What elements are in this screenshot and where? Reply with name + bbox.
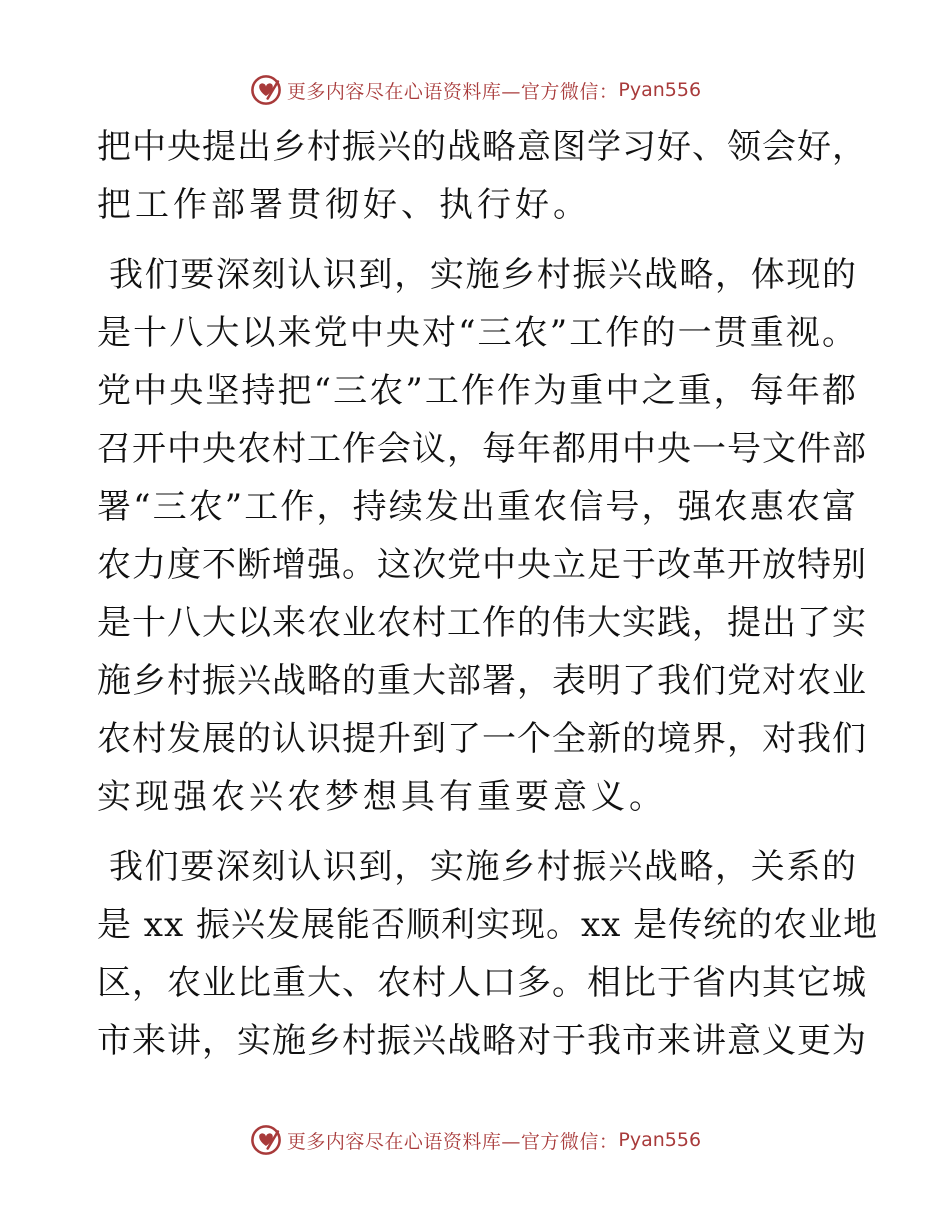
- text-line: 农村发展的认识提升到了一个全新的境界，对我们: [97, 719, 867, 759]
- watermark-wechat-id: Pyan556: [618, 1129, 702, 1151]
- paragraph-1: [97, 118, 867, 234]
- document-body: [97, 118, 879, 1082]
- text-line: 把工作部署贯彻好、执行好。: [97, 185, 591, 225]
- watermark-text: 更多内容尽在心语资料库—官方微信：: [286, 80, 619, 103]
- watermark-text: 更多内容尽在心语资料库—官方微信：: [286, 1130, 619, 1153]
- text-line: 把中央提出乡村振兴的战略意图学习好、领会好，: [97, 127, 867, 167]
- text-line: 我们要深刻认识到，实施乡村振兴战略，体现的: [109, 255, 857, 295]
- text-line: 党中央坚持把“三农”工作作为重中之重，每年都: [97, 371, 857, 411]
- paragraph-2: [97, 246, 867, 826]
- text-line: 是十八大以来党中央对“三农”工作的一贯重视。: [97, 313, 857, 353]
- paragraph-3: [97, 838, 879, 1070]
- watermark-wechat-id: Pyan556: [618, 79, 702, 101]
- text-line: 召开中央农村工作会议，每年都用中央一号文件部: [97, 429, 867, 469]
- text-line: 市来讲，实施乡村振兴战略对于我市来讲意义更为: [97, 1021, 867, 1061]
- text-line: 实现强农兴农梦想具有重要意义。: [97, 777, 667, 817]
- header-watermark: [0, 70, 950, 110]
- text-line: 是 xx 振兴发展能否顺利实现。xx 是传统的农业地: [97, 905, 879, 945]
- text-line: 署“三农”工作，持续发出重农信号，强农惠农富: [97, 487, 857, 527]
- footer-watermark: [0, 1120, 950, 1160]
- heart-pen-logo-icon: [249, 73, 283, 107]
- text-line: 我们要深刻认识到，实施乡村振兴战略，关系的: [109, 847, 857, 887]
- text-line: 是十八大以来农业农村工作的伟大实践，提出了实: [97, 603, 867, 643]
- text-line: 施乡村振兴战略的重大部署，表明了我们党对农业: [97, 661, 867, 701]
- text-line: 农力度不断增强。这次党中央立足于改革开放特别: [97, 545, 867, 585]
- heart-pen-logo-icon: [249, 1123, 283, 1157]
- text-line: 区，农业比重大、农村人口多。相比于省内其它城: [97, 963, 867, 1003]
